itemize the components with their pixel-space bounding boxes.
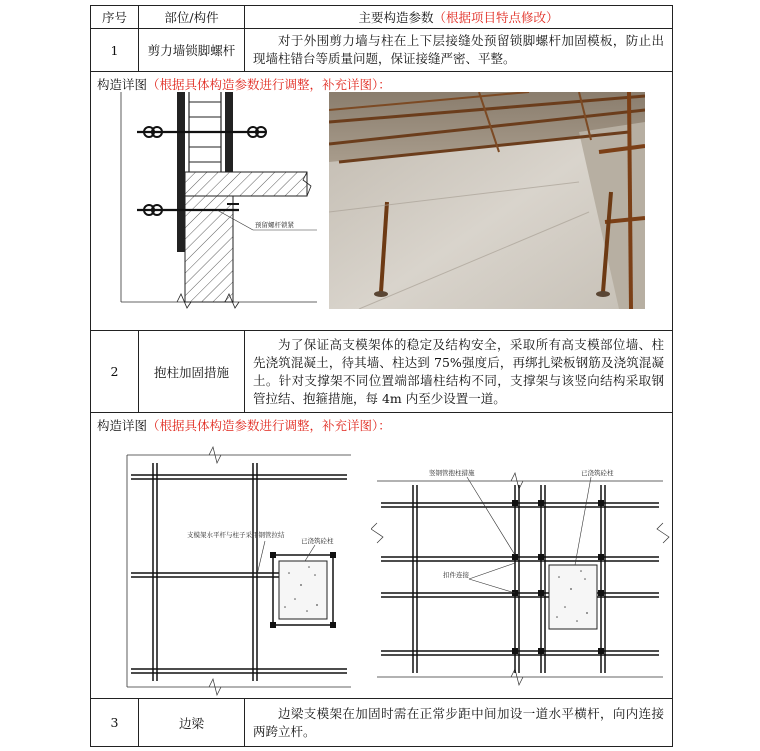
row-description: 为了保证高支模架体的稳定及结构安全，采取所有高支模部位墙、柱先浇筑混凝土，待其墙、柱达到 75%强度后，再绑扎梁板钢筋及浇筑混凝土。针对支撑架不同位置端部墙柱结构不同，支撑架与该竖向结构采取钢管拉结、抱箍措施，每 4m 内至少设置一道。 [245,331,673,413]
row-number: 1 [91,29,139,72]
row-part: 抱柱加固措施 [139,331,245,413]
detail-cell [91,413,673,699]
plan-right-caption-3: 扣件连接 [443,571,469,579]
table-row [91,699,673,747]
detail-row [91,413,673,699]
detail-title: 构造详图 [97,77,148,92]
plan-right-caption-1: 竖钢管抱柱措施 [429,469,475,477]
detail-note: （根据具体构造参数进行调整，补充详图）： [147,77,391,92]
plan-left-caption-2: 已浇筑砼柱 [301,537,334,545]
row-number: 3 [91,699,139,747]
plan-right-caption-2: 已浇筑砼柱 [581,469,614,477]
column-tie-plan-left [119,437,369,697]
row-part: 剪力墙锁脚螺杆 [139,29,245,72]
header-params-label: 主要构造参数 [358,10,434,25]
table-row [91,331,673,413]
detail-label [97,75,391,93]
row-number: 2 [91,331,139,413]
spec-sheet [90,5,672,747]
detail-row [91,72,673,331]
site-photo [329,92,645,309]
bolt-caption: 预留螺杆锁紧 [255,221,294,229]
header-no: 序号 [91,6,139,29]
row-part: 边梁 [139,699,245,747]
table-header-row [91,6,673,29]
plan-left-caption-1: 支模架水平杆与柱子采用钢管拉结 [187,531,285,539]
detail-label [97,416,391,434]
detail-title: 构造详图 [97,418,148,433]
wall-bolt-section-drawing [117,92,327,320]
detail-cell [91,72,673,331]
row-description: 对于外围剪力墙与柱在上下层接缝处预留锁脚螺杆加固模板，防止出现墙柱错台等质量问题，保证接缝严密、平整。 [245,29,673,72]
row-description: 边梁支模架在加固时需在正常步距中间加设一道水平横杆，向内连接两跨立杆。 [245,699,673,747]
header-part: 部位/构件 [139,6,245,29]
detail-note: （根据具体构造参数进行调整，补充详图）： [147,418,391,433]
header-params [245,6,673,29]
header-params-note: （根据项目特点修改） [433,10,559,25]
table-row [91,29,673,72]
spec-table [90,5,673,747]
column-tie-plan-right [371,463,671,695]
